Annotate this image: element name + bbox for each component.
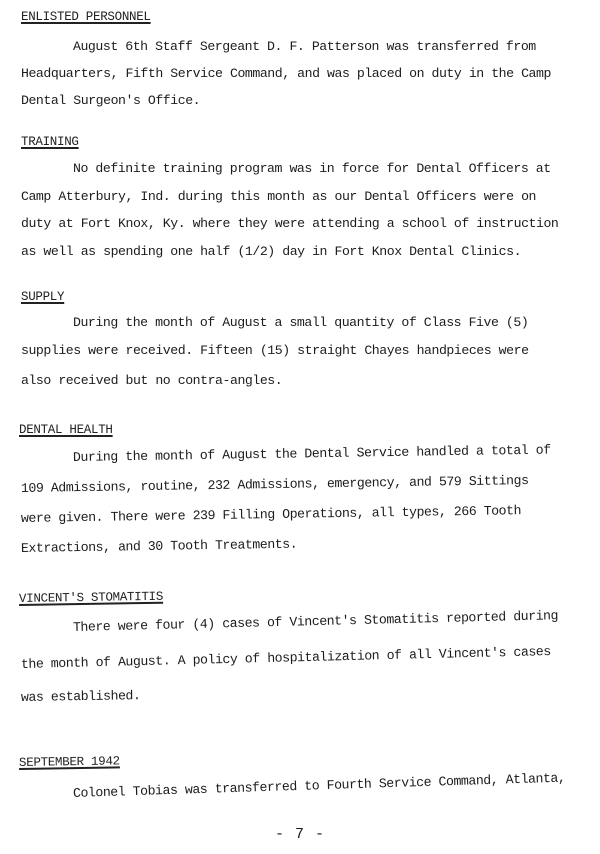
paragraph-line: During the month of August a small quantity of Class Five (5) [73,315,529,330]
paragraph-line: were given. There were 239 Filling Operations, all types, 266 Tooth [20,503,522,526]
paragraph-line: also received but no contra-angles. [21,373,283,388]
paragraph-line: duty at Fort Knox, Ky. where they were attending a school of instruction [21,216,559,231]
paragraph-line: Extractions, and 30 Tooth Treatments. [20,536,298,556]
section-heading-vincents-stomatitis: VINCENT'S STOMATITIS [18,589,164,606]
paragraph-line: supplies were received. Fifteen (15) straight Chayes handpieces were [21,343,529,358]
paragraph-line: the month of August. A policy of hospitalization of all Vincent's cases [20,644,551,672]
paragraph-line: Camp Atterbury, Ind. during this month as our Dental Officers were on [21,189,537,204]
section-heading-supply: SUPPLY [21,290,65,304]
paragraph-line: There were four (4) cases of Vincent's Stomatitis reported during [72,608,559,635]
paragraph-line: Dental Surgeon's Office. [21,93,201,108]
paragraph-line: Colonel Tobias was transferred to Fourth Service Command, Atlanta, [72,770,566,801]
section-heading-dental-health: DENTAL HEALTH [19,423,113,437]
section-heading-training: TRAINING [21,135,79,149]
section-heading-enlisted-personnel: ENLISTED PERSONNEL [21,10,151,24]
paragraph-line: as well as spending one half (1/2) day in Fort Knox Dental Clinics. [21,244,522,259]
paragraph-line: was established. [20,688,141,705]
section-heading-september-1942: SEPTEMBER 1942 [18,754,120,770]
page-number: - 7 - [274,826,325,843]
paragraph-line: No definite training program was in force for Dental Officers at [73,161,551,176]
paragraph-line: Headquarters, Fifth Service Command, and was placed on duty in the Camp [21,66,551,81]
paragraph-line: August 6th Staff Sergeant D. F. Patterson was transferred from [73,39,536,54]
paragraph-line: During the month of August the Dental Service handled a total of [72,442,551,465]
paragraph-line: 109 Admissions, routine, 232 Admissions, emergency, and 579 Sittings [20,473,529,496]
